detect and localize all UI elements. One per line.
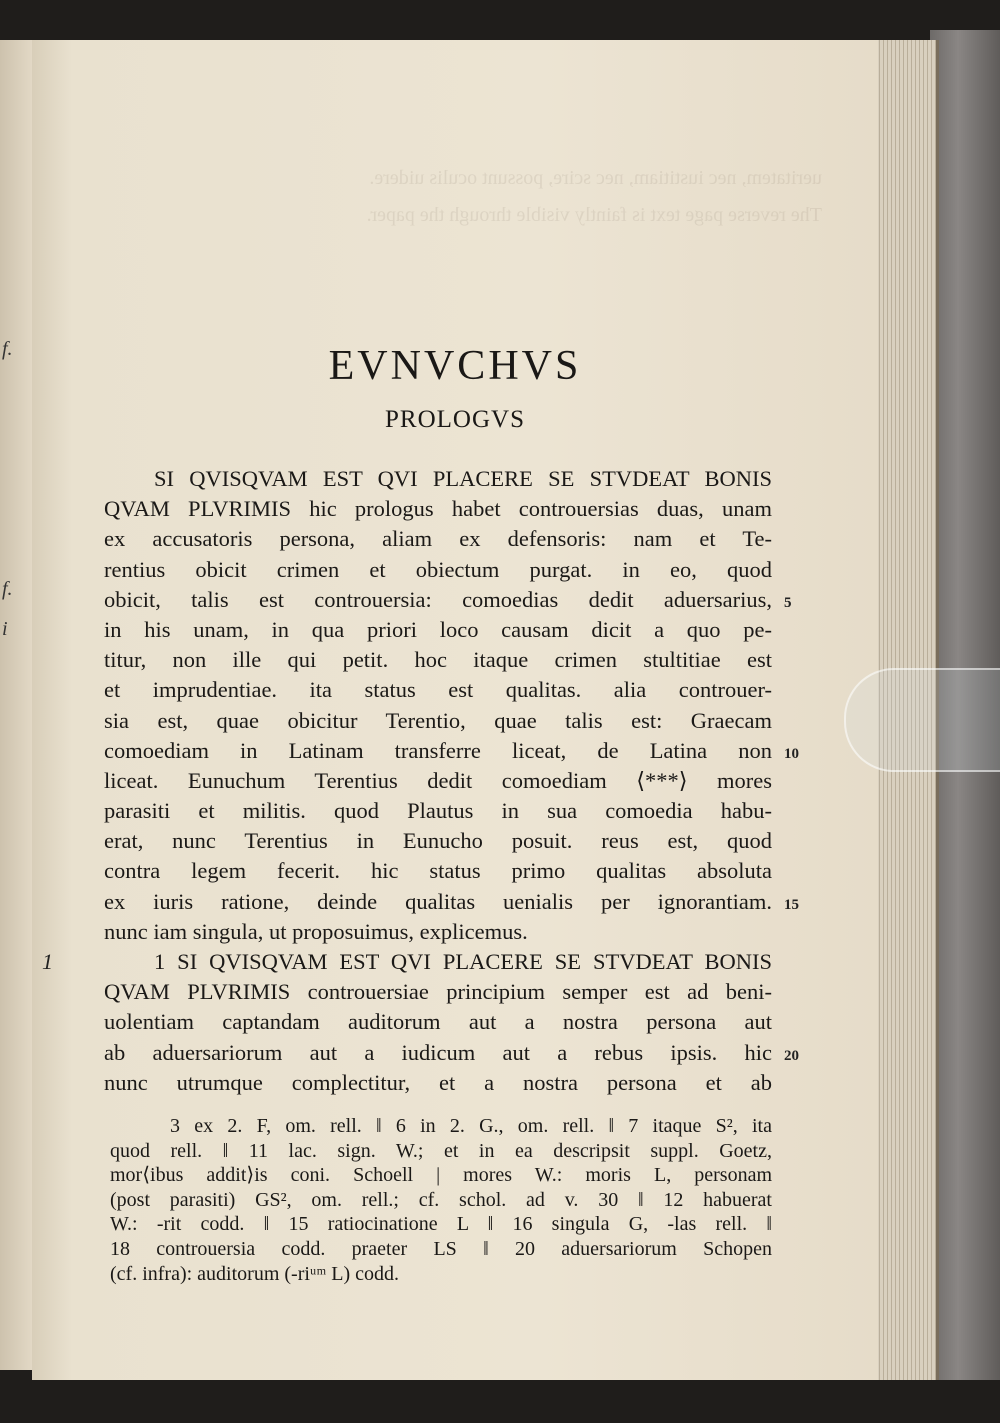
line-text: obicit, talis est controuersia: comoedias dedit aduersarius, [104,586,772,612]
line-text: nunc iam singula, ut proposuimus, explicemus. [104,918,528,944]
text-line [104,615,772,645]
line-text: contra legem fecerit. hic status primo qualitas absoluta [104,858,772,884]
bleed-line: ueritatem, nec iustitiam, nec scire, possunt oculis uidere. [369,167,822,189]
line-number: 15 [784,896,799,913]
text-line [104,856,772,886]
line-text: QVAM PLVRIMIS controuersiae principium semper est ad beni- [104,979,772,1005]
text-line [104,494,772,524]
text-line [104,766,772,796]
text-line [104,706,772,736]
text-line [104,524,772,554]
book-page [32,40,878,1380]
text-line [104,675,772,705]
text-line [104,826,772,856]
line-text: ex iuris ratione, deinde qualitas uenialis per ignorantiam. [104,888,772,914]
text-line [104,796,772,826]
text-line [104,1068,772,1098]
line-text: nunc utrumque complectitur, et a nostra persona et ab [104,1069,772,1095]
text-line [104,977,772,1007]
bookmark-tab [844,668,1000,772]
line-text: liceat. Eunuchum Terentius dedit comoediam ⟨***⟩ mores [104,767,772,793]
text-line [104,555,772,585]
page-title: EVNVCHVS [328,343,582,389]
line-text: et imprudentiae. ita status est qualitas. alia controuer- [104,677,772,703]
line-number: 10 [784,745,799,762]
page-subtitle: PROLOGVS [385,406,525,433]
line-text: 1 SI QVISQVAM EST QVI PLACERE SE STVDEAT BONIS [154,949,772,974]
line-text: sia est, quae obicitur Terentio, quae talis est: Graecam [104,707,772,733]
line-text: parasiti et militis. quod Plautus in sua comoedia habu- [104,798,772,824]
line-text: rentius obicit crimen et obiectum purgat. in eo, quod [104,556,772,582]
text-line [104,887,799,917]
text-line [104,1038,799,1068]
line-text: ab aduersariorum aut a iudicum aut a rebus ipsis. hic [104,1039,772,1065]
line-text: SI QVISQVAM EST QVI PLACERE SE STVDEAT BONIS [154,466,772,491]
line-text: ex accusatoris persona, aliam ex defensoris: nam et Te- [104,526,772,552]
margin-mark: i [2,618,8,640]
footnote-line: (cf. infra): auditorum (-riᵘᵐ L) codd. [110,1262,399,1285]
footnote-line: 3 ex 2. F, om. rell. ‖ 6 in 2. G., om. rell. ‖ 7 itaque S², ita [170,1115,772,1137]
text-line [104,736,799,766]
bleed-through-text [162,160,822,234]
line-text: uolentiam captandam auditorum aut a nostra persona aut [104,1009,772,1035]
footnote-line: quod rell. ‖ 11 lac. sign. W.; et in ea descripsit suppl. Goetz, [110,1139,772,1162]
margin-mark: f. [2,578,13,600]
text-line [42,947,772,977]
text-line [104,464,772,494]
section-number: 1 [42,949,53,974]
margin-mark: f. [2,338,13,360]
footnotes [110,1114,772,1286]
text-line [104,1007,772,1037]
body-text [42,464,799,1098]
line-number: 5 [784,594,792,611]
bleed-line: The reverse page text is faintly visible through the paper. [366,204,822,226]
footnote-line: W.: -rit codd. ‖ 15 ratiocinatione L ‖ 16 singula G, -las rell. ‖ [110,1213,772,1236]
facing-page-edge [0,40,32,1370]
text-line [104,585,792,615]
line-text: titur, non ille qui petit. hoc itaque crimen stultitiae est [104,647,772,673]
footnote-line: (post parasiti) GS², om. rell.; cf. schol. ad v. 30 ‖ 12 habuerat [110,1188,772,1211]
footnote-line: mor⟨ibus addit⟩is coni. Schoell | mores W.: moris L, personam [110,1164,772,1187]
footnote-line: 18 controuersia codd. praeter LS ‖ 20 aduersariorum Schopen [110,1237,772,1260]
text-line [104,645,772,675]
line-text: QVAM PLVRIMIS hic prologus habet controuersias duas, unam [104,496,772,522]
line-number: 20 [784,1047,799,1064]
line-text: erat, nunc Terentius in Eunucho posuit. reus est, quod [104,828,772,854]
line-text: in his unam, in qua priori loco causam dicit a quo pe- [104,616,772,642]
line-text: comoediam in Latinam transferre liceat, de Latina non [104,737,772,763]
text-line [104,917,772,947]
